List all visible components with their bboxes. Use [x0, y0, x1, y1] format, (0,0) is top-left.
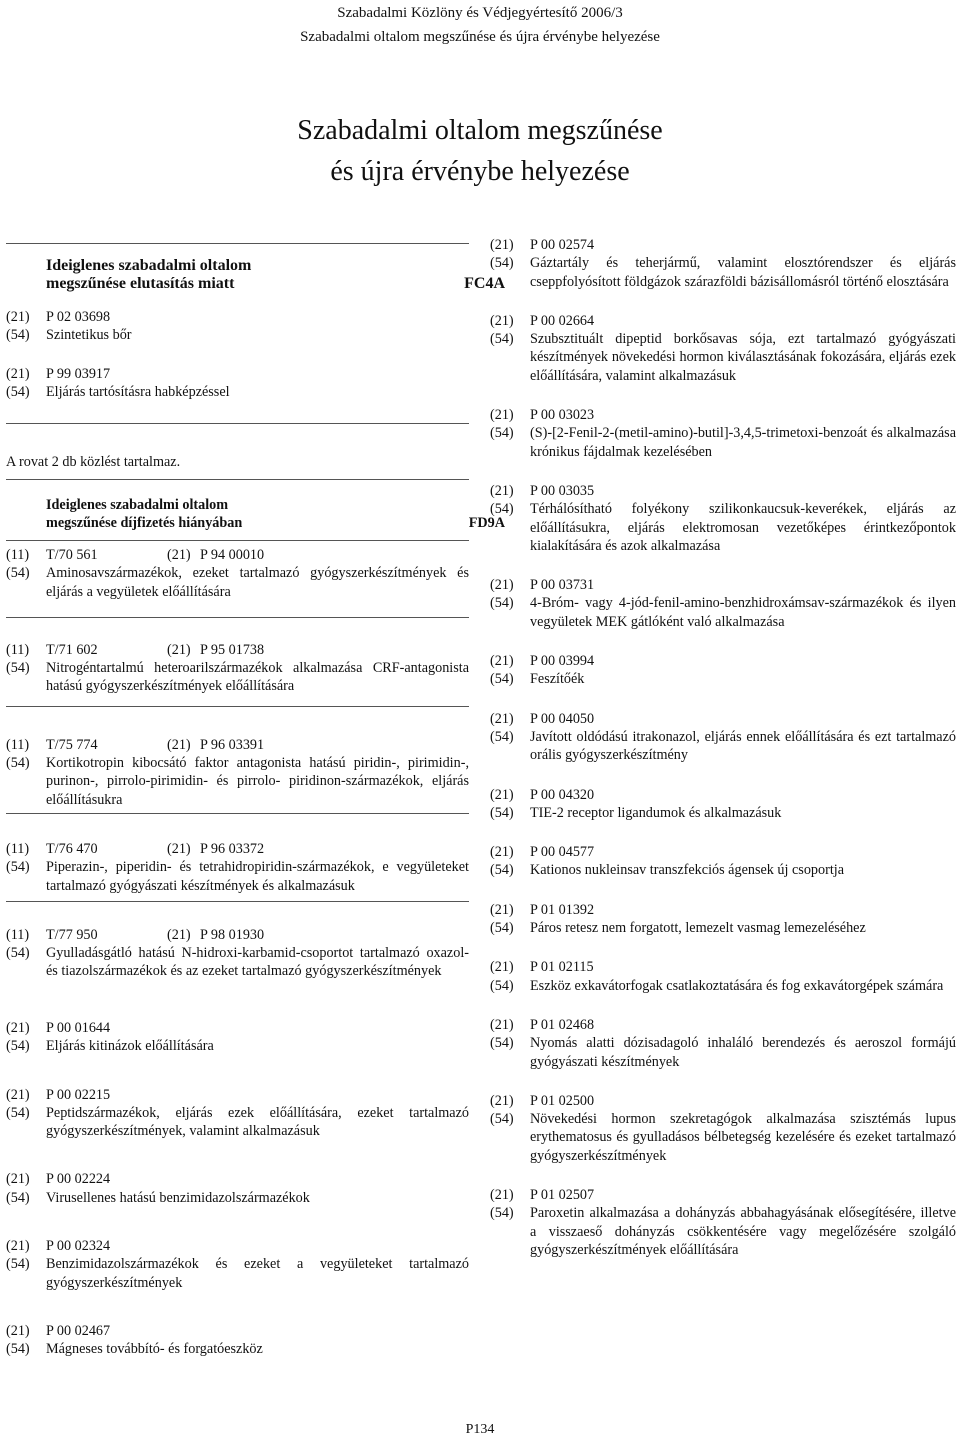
code-21: (21) — [490, 577, 514, 594]
entry-title: Feszítőék — [530, 671, 585, 688]
application-number: P 00 01644 — [46, 1020, 111, 1036]
divider — [6, 479, 469, 480]
section2-list-right — [490, 236, 956, 1259]
entry-title: Növekedési hormon szekretagógok alkalmazása szisztémás lupus erythematosus és gyulladásos bélbetegség kezelésére és ezeket tartalmazó gyógyszerkészítmények — [530, 1111, 956, 1164]
code-21: (21) — [490, 1186, 514, 1203]
code-54: (54) — [490, 728, 514, 745]
entry-title: TIE-2 receptor ligandumok és alkalmazásuk — [530, 804, 782, 821]
code-21: (21) — [6, 1020, 30, 1036]
list-item — [490, 786, 956, 823]
list-item — [6, 926, 469, 981]
application-number: P 00 02224 — [46, 1171, 111, 1188]
entry-title: Virusellenes hatású benzimidazolszármazékok — [46, 1189, 310, 1206]
code-54: (54) — [490, 1035, 514, 1052]
code-11: (11) — [6, 547, 30, 563]
entry-title: Aminosavszármazékok, ezeket tartalmazó gyógyszerkészítmények és eljárás a vegyületek előállítására — [46, 565, 469, 600]
application-number: P 01 02468 — [530, 1016, 595, 1033]
code-54: (54) — [490, 920, 514, 937]
code-21: (21) — [6, 309, 30, 325]
code-21: (21) — [167, 926, 191, 943]
code-54: (54) — [6, 1341, 30, 1358]
code-54: (54) — [6, 1189, 30, 1206]
entry-title: Peptidszármazékok, eljárás ezek előállítására, ezeket tartalmazó gyógyszerkészítmények, valamint alkalmazásuk — [46, 1104, 469, 1140]
application-number: P 01 02115 — [530, 959, 594, 976]
entry-title: Kortikotropin kibocsátó faktor antagonista hatású piridin-, pirimidin-, purinon-, pirrolo-pirimidin- és pirrolo- piridinon-származékok, eljárás előállításukra — [46, 755, 469, 808]
application-number: P 00 03994 — [530, 653, 595, 670]
list-item — [6, 1019, 469, 1056]
list-item — [6, 365, 469, 402]
code-54: (54) — [6, 859, 30, 876]
code-21: (21) — [6, 1322, 30, 1339]
section-code: FC4A — [464, 275, 505, 292]
entry-title: Benzimidazolszármazékok és ezeket a vegyületeket tartalmazó gyógyszerkészítmények — [46, 1256, 469, 1291]
list-item — [490, 406, 956, 461]
application-number: P 98 01930 — [200, 926, 265, 943]
code-21: (21) — [490, 959, 514, 976]
code-54: (54) — [490, 331, 514, 348]
entry-title: Javított oldódású itrakonazol, eljárás ennek előállítására és ezt tartalmazó orális gyógyszerkészítmény — [530, 728, 956, 764]
entry-title: Kationos nukleinsav transzfekciós ágensek új csoportja — [530, 862, 845, 879]
code-21: (21) — [490, 901, 514, 918]
application-number: P 96 03391 — [200, 736, 265, 753]
list-item — [6, 840, 469, 895]
patent-number: T/71 602 — [46, 641, 98, 658]
code-21: (21) — [6, 1086, 30, 1103]
section-heading-line2: megszűnése díjfizetés hiányában — [46, 515, 243, 532]
code-54: (54) — [490, 804, 514, 821]
journal-title: Szabadalmi Közlöny és Védjegyértesítő 2006/3 — [337, 5, 623, 21]
application-number: P 00 02574 — [530, 237, 595, 253]
list-item — [490, 958, 956, 995]
application-number: P 00 02324 — [46, 1238, 111, 1255]
patent-number: T/75 774 — [46, 736, 98, 753]
divider — [6, 423, 469, 424]
code-54: (54) — [6, 383, 30, 400]
code-54: (54) — [6, 1256, 30, 1273]
code-11: (11) — [6, 736, 30, 753]
list-item — [490, 1186, 956, 1259]
section2-list-t — [6, 546, 469, 981]
code-54: (54) — [490, 1205, 514, 1222]
list-item — [490, 652, 956, 689]
list-item — [490, 710, 956, 765]
entry-title: Gáztartály és teherjármű, valamint elosztórendszer és eljárás cseppfolyósított földgázok szárazföldi bázisállomásról történő elosztására — [530, 255, 956, 290]
code-21: (21) — [490, 312, 514, 329]
section-running-title: Szabadalmi oltalom megszűnése és újra érvénybe helyezése — [300, 29, 660, 45]
list-item — [490, 901, 956, 938]
code-21: (21) — [490, 653, 514, 670]
code-54: (54) — [490, 862, 514, 879]
application-number: P 95 01738 — [200, 641, 265, 658]
code-54: (54) — [6, 327, 30, 344]
code-21: (21) — [6, 1238, 30, 1255]
section-code: FD9A — [468, 515, 505, 532]
application-number: P 00 04320 — [530, 786, 595, 803]
code-21: (21) — [167, 736, 191, 753]
code-21: (21) — [490, 407, 514, 424]
entry-title: Nitrogéntartalmú heteroarilszármazékok alkalmazása CRF-antagonista hatású gyógyszerkészítmények előállítására — [46, 660, 469, 695]
application-number: P 02 03698 — [46, 309, 111, 325]
section2-list-left — [6, 1019, 469, 1359]
section-heading — [6, 257, 507, 293]
application-number: P 00 04577 — [530, 844, 595, 861]
code-54: (54) — [6, 1038, 30, 1055]
code-21: (21) — [490, 237, 514, 253]
list-item — [6, 546, 469, 601]
entry-title: Szubsztituált dipeptid borkősavas sója, ezt tartalmazó gyógyászati készítmények növekedési hormon kiválasztásának fokozására, eljárás ezek előállítására, valamint alkalmazásuk — [530, 331, 956, 384]
application-number: P 01 02507 — [530, 1186, 595, 1203]
entry-title: Nyomás alatti dózisadagoló inhaláló berendezés és aeroszol formájú gyógyászati készítmények — [530, 1035, 956, 1070]
entry-title: Mágneses továbbító- és forgatóeszköz — [46, 1341, 263, 1358]
code-54: (54) — [490, 1111, 514, 1128]
section-heading-line2: megszűnése elutasítás miatt — [46, 275, 235, 292]
list-item — [6, 308, 469, 345]
entry-title: Paroxetin alkalmazása a dohányzás abbahagyásának elősegítésére, illetve a visszaeső dohányzás csökkentésére vagy megelőzésére szolgáló gyógyszerkészítmények előállítására — [530, 1205, 956, 1258]
code-54: (54) — [6, 565, 30, 582]
application-number: P 96 03372 — [200, 840, 265, 857]
entry-title: Eljárás tartósításra habképzéssel — [46, 383, 230, 400]
list-item — [490, 576, 956, 631]
code-21: (21) — [490, 1092, 514, 1109]
application-number: P 00 03731 — [530, 577, 595, 594]
list-item — [6, 1237, 469, 1292]
entry-title: Szintetikus bőr — [46, 327, 132, 344]
patent-number: T/76 470 — [46, 840, 98, 857]
list-item — [6, 736, 469, 809]
running-header — [0, 0, 960, 49]
code-54: (54) — [490, 671, 514, 688]
code-21: (21) — [6, 365, 30, 382]
section-note: A rovat 2 db közlést tartalmaz. — [6, 454, 181, 470]
section-heading-line1: Ideiglenes szabadalmi oltalom — [46, 257, 252, 274]
code-11: (11) — [6, 840, 30, 857]
entry-title: Eljárás kitinázok előállítására — [46, 1038, 214, 1055]
patent-number: T/70 561 — [46, 547, 98, 563]
code-21: (21) — [490, 786, 514, 803]
section-heading — [6, 496, 507, 533]
application-number: P 01 02500 — [530, 1092, 595, 1109]
list-item — [490, 482, 956, 555]
code-11: (11) — [6, 641, 30, 658]
list-item — [6, 1322, 469, 1359]
entry-title: Gyulladásgátló hatású N-hidroxi-karbamid-csoportot tartalmazó oxazol- és tiazolszármazékok és az ezeket tartalmazó gyógyszerkészítmények — [46, 945, 469, 980]
entry-title: Térhálósítható folyékony szilikonkaucsuk-keverékek, eljárás az előállításukra, eljárás elektromosan vezetőképes érintkezőpontok kialakítására és azok alkalmazása — [530, 501, 956, 554]
list-item — [6, 1086, 469, 1141]
code-54: (54) — [6, 755, 30, 772]
page-title-line1: Szabadalmi oltalom megszűnése — [297, 115, 663, 146]
code-54: (54) — [6, 1104, 30, 1121]
code-54: (54) — [490, 425, 514, 442]
divider — [6, 243, 469, 244]
list-item — [490, 236, 956, 291]
application-number: P 00 02467 — [46, 1322, 111, 1339]
application-number: P 00 02215 — [46, 1086, 111, 1103]
entry-title: 4-Bróm- vagy 4-jód-fenil-amino-benzhidroxámsav-származékok és ilyen vegyületek MEK gátlóként való alkalmazása — [530, 595, 956, 630]
section-heading-line1: Ideiglenes szabadalmi oltalom — [46, 497, 229, 513]
code-21: (21) — [167, 840, 191, 857]
entry-title: Piperazin-, piperidin- és tetrahidropiridin-származékok, e vegyületeket tartalmazó gyógyászati készítmények és alkalmazásuk — [46, 859, 469, 894]
list-item — [490, 312, 956, 385]
code-54: (54) — [6, 945, 30, 962]
code-21: (21) — [167, 641, 191, 658]
page-number: P134 — [465, 1422, 495, 1437]
entry-title: Páros retesz nem forgatott, lemezelt vasmag lemezeléséhez — [530, 920, 866, 937]
code-21: (21) — [167, 547, 191, 563]
code-54: (54) — [6, 660, 30, 677]
list-item — [6, 641, 469, 696]
page-title — [0, 110, 960, 192]
list-item — [490, 843, 956, 880]
application-number: P 00 04050 — [530, 710, 595, 727]
code-54: (54) — [490, 255, 514, 272]
application-number: P 00 03023 — [530, 407, 595, 424]
code-21: (21) — [490, 844, 514, 861]
code-21: (21) — [490, 482, 514, 499]
code-54: (54) — [490, 501, 514, 518]
section1-list — [6, 308, 469, 401]
patent-number: T/77 950 — [46, 926, 98, 943]
application-number: P 01 01392 — [530, 901, 595, 918]
application-number: P 00 02664 — [530, 312, 595, 329]
divider — [6, 540, 469, 541]
application-number: P 00 03035 — [530, 482, 595, 499]
application-number: P 99 03917 — [46, 365, 111, 382]
application-number: P 94 00010 — [200, 547, 265, 563]
code-21: (21) — [490, 1016, 514, 1033]
code-54: (54) — [490, 977, 514, 994]
page-title-line2: és újra érvénybe helyezése — [330, 156, 630, 187]
entry-title: (S)-[2-Fenil-2-(metil-amino)-butil]-3,4,5-trimetoxi-benzoát és alkalmazása krónikus fájdalmak kezelésében — [530, 425, 956, 460]
list-item — [6, 1170, 469, 1207]
entry-title: Eszköz exkavátorfogak csatlakoztatására és fog exkavátorgépek számára — [530, 977, 944, 994]
list-item — [490, 1016, 956, 1071]
list-item — [490, 1092, 956, 1165]
code-54: (54) — [490, 595, 514, 612]
code-21: (21) — [6, 1171, 30, 1188]
code-11: (11) — [6, 926, 30, 943]
code-21: (21) — [490, 710, 514, 727]
